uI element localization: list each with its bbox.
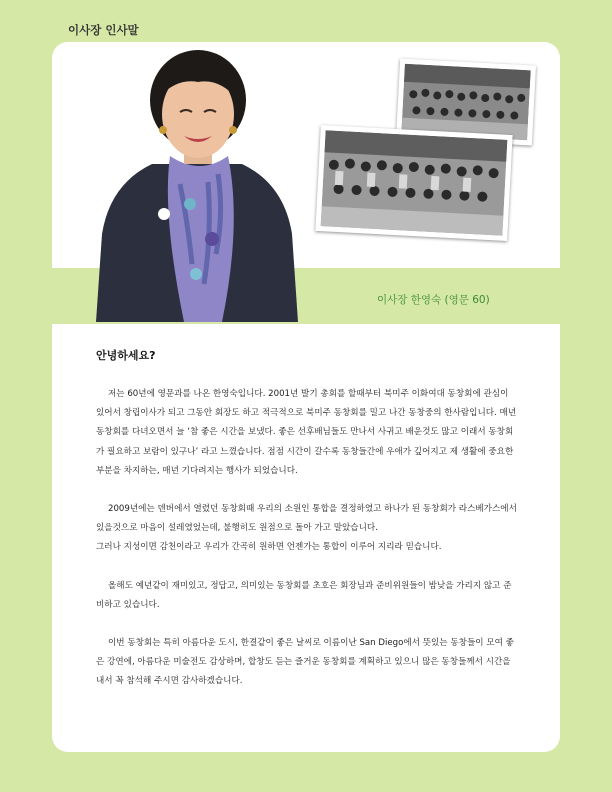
content-card [52,42,560,752]
paragraph: 올해도 예년같이 재미있고, 정답고, 의미있는 동창회를 초호은 회장님과 준비위원들이 밤낮을 가리지 않고 준비하고 있습니다. [96,580,512,610]
paragraph: 저는 60년에 영문과를 나온 한영숙입니다. 2001년 발기 총회를 할때부터 북미주 이화여대 동창회에 관심이 있어서 창립이사가 되고 그동안 회장도 하고 적극적으로 북미주 동창회를 밀고 나간 동창중의 한사람입니다. 매년 동창회를 다녀오면서 늘 ‘참 좋은 시간을 보냈다. 좋은 선후배님들도 만나서 사귀고 배운것도 많고 이래서 동창회가 필요하고 보람이 있구나’ 라고 느꼈습니다. 점점 시간이 갈수록 동창들간에 우애가 깊어지고 제 생활에 중요한 부분을 차지하는, 매년 기다려지는 행사가 되었습니다. [96,389,517,476]
letter-body [96,385,518,711]
paragraph: 2009년에는 덴버에서 열렸던 동창회때 우리의 소원인 통합을 결정하였고 하나가 된 동창회가 라스베가스에서 있을것으로 마음이 설레였었는데, 불행히도 원점으로 돌아 가고 말았습니다. [96,504,517,534]
chairperson-portrait [92,44,302,322]
paragraph: 그러나 지성이면 감천이라고 우리가 간곡히 원하면 언젠가는 통합이 이루어 지리라 믿습니다. [96,542,442,553]
section-title: 이사장 인사말 [68,23,139,37]
greeting-heading: 안녕하세요? [96,349,156,362]
portrait-caption: 이사장 한영숙 (영문 60) [377,294,490,306]
group-photo-large [315,125,512,241]
paragraph: 이번 동창회는 특히 아름다운 도시, 한결같이 좋은 날씨로 이름이난 San Diego에서 뜻있는 동창들이 모여 좋은 강연에, 아름다운 미술전도 감상하며, 합창도 듣는 즐거운 동창회를 계획하고 있으니 많은 동창들께서 시간을 내서 꼭 참석해 주시면 감사하겠습니다. [96,638,514,687]
